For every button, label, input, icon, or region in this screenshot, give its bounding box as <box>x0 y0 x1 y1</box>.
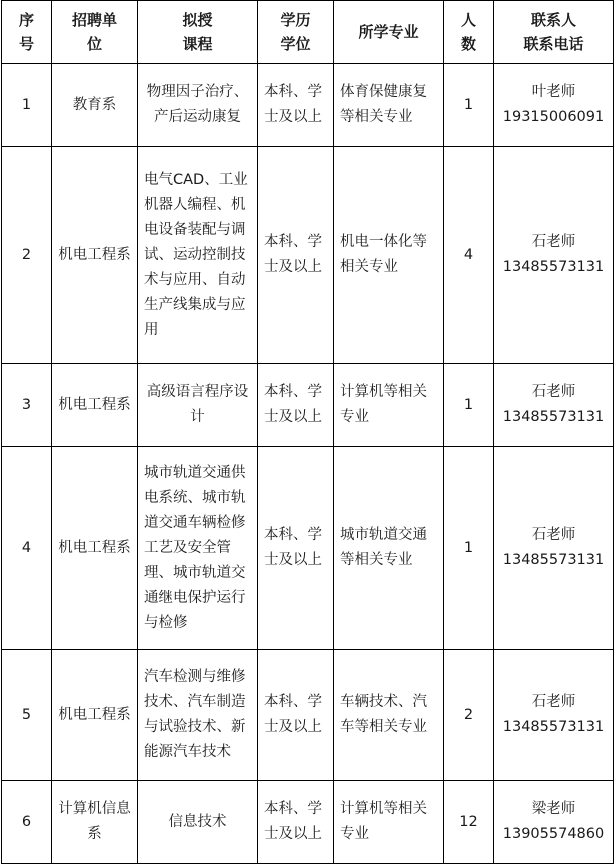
cell-count: 4 <box>444 147 494 364</box>
cell-unit: 机电工程系 <box>52 364 138 447</box>
header-row <box>2 1 614 64</box>
cell-major: 车辆技术、汽车等相关专业 <box>334 650 444 781</box>
cell-major: 体育保健康复等相关专业 <box>334 64 444 147</box>
contact-phone: 13485573131 <box>502 552 605 568</box>
contact-phone: 13905574860 <box>502 826 605 842</box>
cell-contact <box>494 147 614 364</box>
contact-name: 石老师 <box>531 234 576 250</box>
contact-phone: 13485573131 <box>502 409 605 425</box>
cell-index: 5 <box>2 650 52 781</box>
cell-course: 城市轨道交通供电系统、城市轨道交通车辆检修工艺及安全管理、城市轨道交通继电保护运行与检修 <box>138 447 258 650</box>
cell-count: 1 <box>444 447 494 650</box>
cell-unit: 机电工程系 <box>52 650 138 781</box>
cell-index: 1 <box>2 64 52 147</box>
cell-count: 12 <box>444 781 494 864</box>
header-course: 拟授 课程 <box>138 1 258 64</box>
table-row <box>2 147 614 364</box>
cell-index: 3 <box>2 364 52 447</box>
contact-name: 叶老师 <box>531 84 576 100</box>
header-major: 所学专业 <box>334 1 444 64</box>
cell-course: 物理因子治疗、产后运动康复 <box>138 64 258 147</box>
table-row <box>2 781 614 864</box>
contact-phone: 13485573131 <box>502 259 605 275</box>
cell-course: 信息技术 <box>138 781 258 864</box>
cell-major: 计算机等相关专业 <box>334 781 444 864</box>
cell-count: 2 <box>444 650 494 781</box>
header-index: 序 号 <box>2 1 52 64</box>
table-row <box>2 64 614 147</box>
cell-major: 城市轨道交通等相关专业 <box>334 447 444 650</box>
contact-name: 石老师 <box>531 694 576 710</box>
recruitment-table <box>1 0 614 864</box>
cell-degree: 本科、学士及以上 <box>258 147 334 364</box>
cell-unit: 机电工程系 <box>52 147 138 364</box>
cell-course: 高级语言程序设计 <box>138 364 258 447</box>
table-row <box>2 364 614 447</box>
table-row <box>2 447 614 650</box>
table-row <box>2 650 614 781</box>
contact-name: 梁老师 <box>531 801 576 817</box>
contact-phone: 19315006091 <box>502 109 605 125</box>
contact-phone: 13485573131 <box>502 719 605 735</box>
cell-count: 1 <box>444 364 494 447</box>
cell-contact <box>494 650 614 781</box>
header-count: 人 数 <box>444 1 494 64</box>
cell-degree: 本科、学士及以上 <box>258 781 334 864</box>
cell-contact <box>494 364 614 447</box>
cell-index: 4 <box>2 447 52 650</box>
cell-contact <box>494 64 614 147</box>
contact-name: 石老师 <box>531 384 576 400</box>
contact-name: 石老师 <box>531 527 576 543</box>
cell-major: 机电一体化等相关专业 <box>334 147 444 364</box>
header-degree: 学历 学位 <box>258 1 334 64</box>
cell-index: 6 <box>2 781 52 864</box>
cell-degree: 本科、学士及以上 <box>258 364 334 447</box>
cell-contact <box>494 447 614 650</box>
header-contact: 联系人 联系电话 <box>494 1 614 64</box>
cell-major: 计算机等相关专业 <box>334 364 444 447</box>
cell-unit: 计算机信息系 <box>52 781 138 864</box>
cell-contact <box>494 781 614 864</box>
cell-unit: 机电工程系 <box>52 447 138 650</box>
header-unit: 招聘单 位 <box>52 1 138 64</box>
cell-unit: 教育系 <box>52 64 138 147</box>
cell-count: 1 <box>444 64 494 147</box>
cell-course: 汽车检测与维修技术、汽车制造与试验技术、新能源汽车技术 <box>138 650 258 781</box>
cell-degree: 本科、学士及以上 <box>258 64 334 147</box>
cell-index: 2 <box>2 147 52 364</box>
cell-degree: 本科、学士及以上 <box>258 650 334 781</box>
cell-degree: 本科、学士及以上 <box>258 447 334 650</box>
cell-course: 电气CAD、工业机器人编程、机电设备装配与调试、运动控制技术与应用、自动生产线集成与应用 <box>138 147 258 364</box>
